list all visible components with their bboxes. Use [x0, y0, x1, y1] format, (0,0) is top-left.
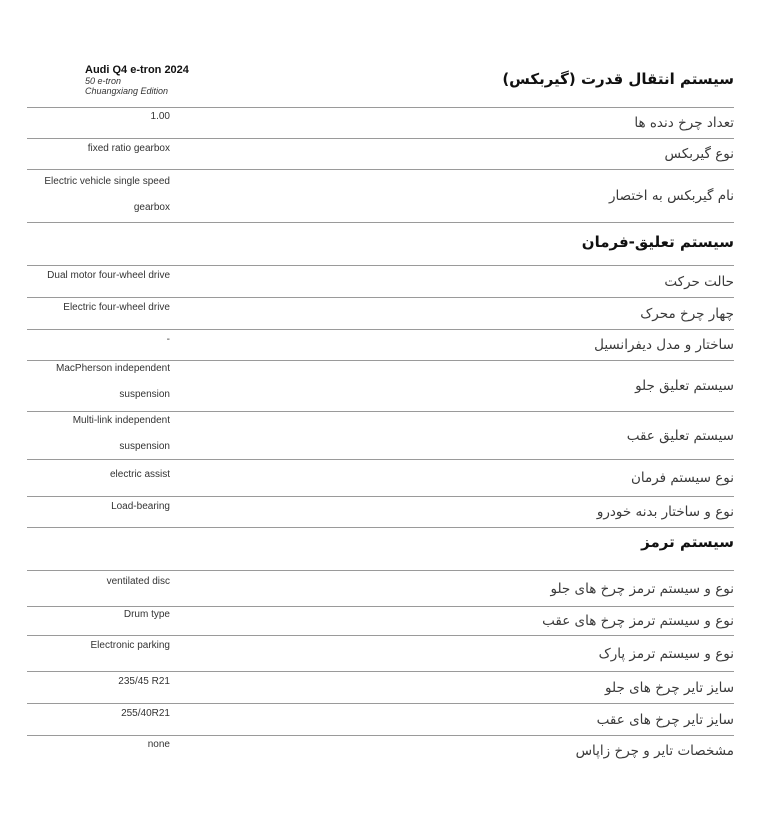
spec-table	[27, 107, 734, 765]
spec-value: 255/40R21	[121, 708, 170, 719]
spec-value: Electronic parking	[90, 640, 170, 651]
spec-value: Load-bearing	[111, 501, 170, 512]
spec-value-line: MacPherson independent	[56, 363, 170, 374]
spec-label: نوع سیستم فرمان	[630, 470, 734, 486]
spec-value: ventilated disc	[106, 576, 170, 587]
spec-label: سیستم تعلیق جلو	[635, 378, 734, 394]
spec-row-front-brake	[27, 570, 734, 606]
spec-value: 235/45 R21	[118, 676, 170, 687]
spec-row-spare-tire	[27, 735, 734, 765]
spec-value: -	[166, 334, 170, 345]
spec-label: سایز تایر چرخ های عقب	[596, 711, 734, 728]
spec-value-line: suspension	[119, 389, 170, 400]
spec-value-line: Multi-link independent	[72, 415, 170, 426]
spec-row-body-type	[27, 496, 734, 527]
spec-value: none	[147, 739, 170, 750]
spec-row-rear-tire	[27, 703, 734, 735]
car-subtitle-edition: Chuangxiang Edition	[85, 86, 169, 96]
spec-row-steering-type	[27, 459, 734, 496]
spec-row-gearbox-name	[27, 169, 734, 222]
section-title-gearbox: سیستم انتقال قدرت (گیربکس)	[502, 70, 734, 88]
spec-label: نوع گیربکس	[664, 146, 734, 162]
section-title-suspension: سیستم تعلیق-فرمان	[581, 233, 734, 251]
section-header-suspension	[27, 222, 734, 265]
spec-row-front-tire	[27, 671, 734, 703]
section-header-brake	[27, 527, 734, 570]
spec-value: Drum type	[123, 609, 170, 620]
spec-value	[10, 169, 170, 221]
spec-label: چهار چرخ محرک	[640, 305, 734, 322]
spec-value-line: Electric vehicle single speed	[44, 176, 170, 187]
car-title: Audi Q4 e-tron 2024	[85, 64, 189, 76]
spec-label: نوع و ساختار بدنه خودرو	[596, 504, 734, 520]
page-header	[0, 0, 762, 107]
spec-row-rear-brake	[27, 606, 734, 635]
spec-label: ساختار و مدل دیفرانسیل	[594, 337, 734, 353]
spec-value: Electric four-wheel drive	[63, 302, 170, 313]
spec-label: سیستم تعلیق عقب	[626, 427, 734, 444]
spec-row-gear-count	[27, 107, 734, 138]
spec-value: fixed ratio gearbox	[87, 143, 170, 154]
spec-label: نوع و سیستم ترمز پارک	[598, 645, 734, 662]
spec-value-line: suspension	[119, 441, 170, 452]
spec-label: نام گیربکس به اختصار	[609, 188, 734, 204]
spec-row-front-suspension	[27, 360, 734, 411]
spec-row-gearbox-type	[27, 138, 734, 169]
spec-row-parking-brake	[27, 635, 734, 671]
spec-label: نوع و سیستم ترمز چرخ های عقب	[542, 613, 734, 629]
spec-label: سایز تایر چرخ های جلو	[605, 679, 734, 696]
spec-label: تعداد چرخ دنده ها	[634, 115, 734, 131]
spec-row-drive-mode	[27, 265, 734, 297]
car-subtitle-model: 50 e-tron	[85, 76, 122, 86]
spec-value: 1.00	[150, 111, 170, 122]
spec-row-rear-suspension	[27, 411, 734, 459]
spec-value-line: gearbox	[133, 202, 170, 213]
spec-row-four-wheel-drive	[27, 297, 734, 329]
spec-value: Dual motor four-wheel drive	[47, 270, 170, 281]
spec-value: electric assist	[109, 469, 170, 480]
spec-value	[10, 408, 170, 460]
section-title-brake: سیستم ترمز	[641, 533, 734, 551]
spec-label: نوع و سیستم ترمز چرخ های جلو	[550, 580, 734, 597]
spec-label: مشخصات تایر و چرخ زاپاس	[575, 742, 734, 759]
spec-value	[10, 356, 170, 408]
car-info	[85, 64, 265, 96]
spec-label: حالت حرکت	[664, 273, 734, 290]
